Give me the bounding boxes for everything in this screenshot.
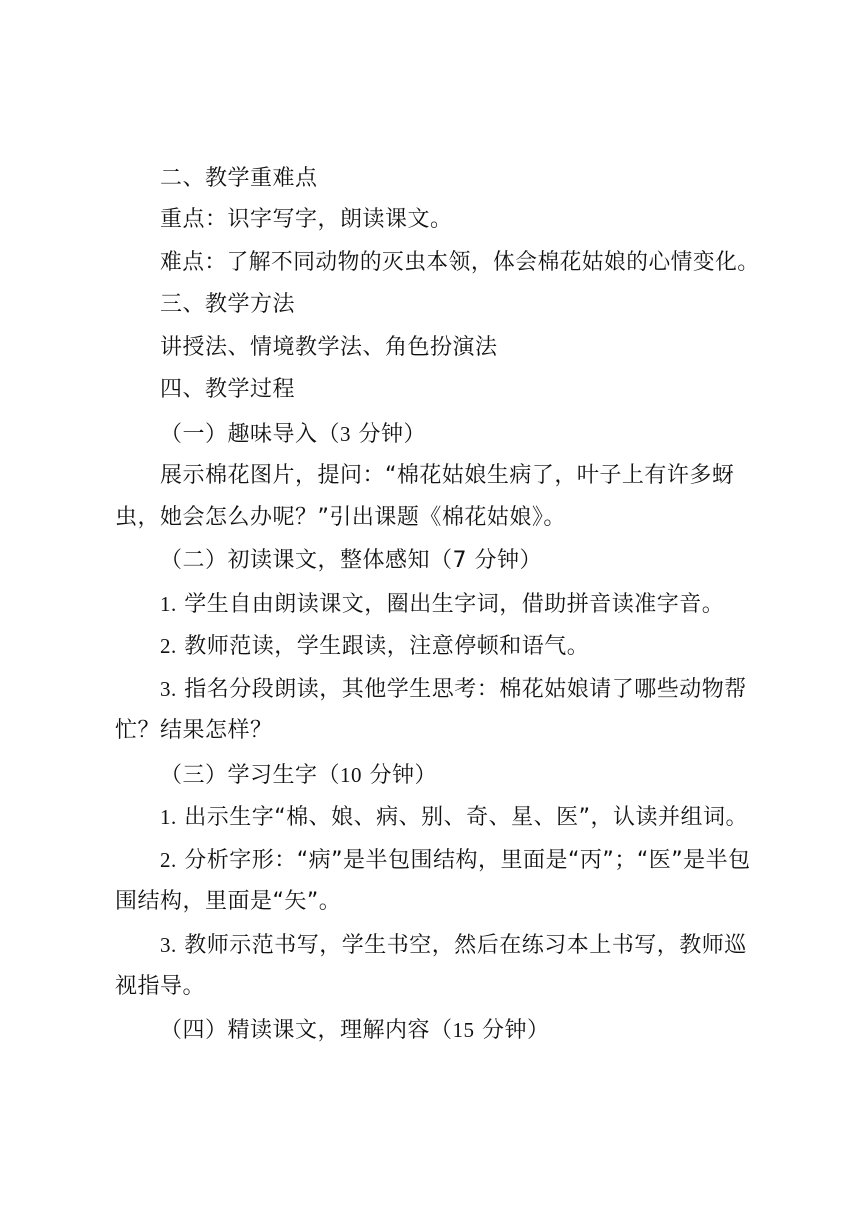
section-heading-process: 四、教学过程 <box>160 377 296 402</box>
list-item-text: 出示生字“棉、娘、病、别、奇、星、医”，认读并组词。 <box>176 805 749 830</box>
subsection-heading-close-reading <box>160 1015 550 1046</box>
list-item-text: 指名分段朗读，其他学生思考：棉花姑娘请了哪些动物帮 <box>176 677 747 702</box>
list-number: 2. <box>160 634 177 658</box>
heading-suffix: 分钟） <box>351 422 427 447</box>
list-item <box>160 674 747 705</box>
heading-prefix: （四）精读课文，理解内容（ <box>160 1018 453 1043</box>
methods-text: 讲授法、情境教学法、角色扮演法 <box>160 335 498 360</box>
list-number: 1. <box>160 592 177 616</box>
section-heading-methods: 三、教学方法 <box>160 292 296 317</box>
list-item <box>160 930 747 961</box>
list-item-text: 学生自由朗读课文，圈出生字词，借助拼音读准字音。 <box>176 592 725 617</box>
list-item-continuation: 视指导。 <box>115 974 206 999</box>
list-item <box>160 631 589 662</box>
minutes-number: 15 <box>452 1018 475 1042</box>
list-number: 1. <box>160 805 177 829</box>
heading-prefix: （三）学习生字（ <box>160 763 341 788</box>
list-number: 3. <box>160 933 177 957</box>
list-item-text: 教师示范书写，学生书空，然后在练习本上书写，教师巡 <box>176 933 747 958</box>
section-heading-difficulties: 二、教学重难点 <box>160 166 318 191</box>
subsection-heading-intro <box>160 419 426 450</box>
subsection-heading-first-reading: （二）初读课文，整体感知（7 分钟） <box>160 548 542 573</box>
minutes-number: 3 <box>340 422 352 446</box>
difficult-point-line: 难点：了解不同动物的灭虫本领，体会棉花姑娘的心情变化。 <box>160 250 760 275</box>
list-number: 3. <box>160 677 177 701</box>
heading-prefix: （一）趣味导入（ <box>160 422 341 447</box>
heading-suffix: 分钟） <box>474 1018 550 1043</box>
list-item-text: 教师范读，学生跟读，注意停顿和语气。 <box>176 634 590 659</box>
list-item <box>160 845 751 876</box>
subsection-heading-characters <box>160 760 437 791</box>
paragraph-line: 展示棉花图片，提问：“棉花姑娘生病了，叶子上有许多蚜 <box>160 463 735 488</box>
list-item <box>160 802 748 833</box>
paragraph-line: 虫，她会怎么办呢？”引出课题《棉花姑娘》。 <box>115 505 566 530</box>
list-item-continuation: 忙？结果怎样？ <box>115 718 273 743</box>
list-item-text: 分析字形：“病”是半包围结构，里面是“丙”；“医”是半包 <box>176 848 751 873</box>
list-item <box>160 589 724 620</box>
key-point-line: 重点：识字写字，朗读课文。 <box>160 207 453 232</box>
list-number: 2. <box>160 848 177 872</box>
minutes-number: 10 <box>340 763 363 787</box>
list-item-continuation: 围结构，里面是“矢”。 <box>115 889 342 914</box>
heading-suffix: 分钟） <box>362 763 438 788</box>
